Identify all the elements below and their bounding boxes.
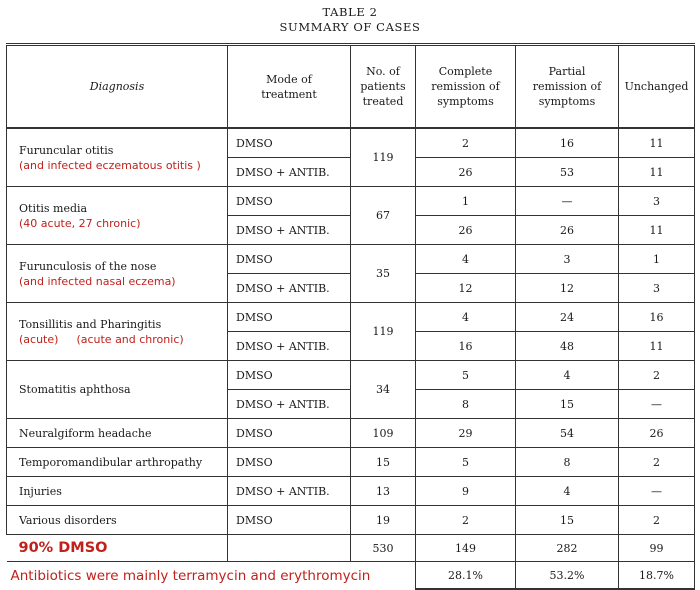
unchanged-cell: 16 bbox=[619, 303, 695, 332]
table-row bbox=[7, 506, 695, 535]
total-partial: 282 bbox=[516, 535, 619, 562]
annotation-note: (and infected eczematous otitis ) bbox=[19, 158, 201, 172]
mode-cell: DMSO + ANTIB. bbox=[228, 477, 351, 506]
percentages-row bbox=[7, 562, 695, 590]
total-patients: 530 bbox=[351, 535, 416, 562]
total-unchanged: 99 bbox=[619, 535, 695, 562]
complete-cell: 16 bbox=[416, 332, 516, 361]
table-row bbox=[7, 361, 695, 390]
table-row bbox=[7, 477, 695, 506]
unchanged-cell: 1 bbox=[619, 245, 695, 274]
partial-cell: 53 bbox=[516, 158, 619, 187]
unchanged-cell: 26 bbox=[619, 419, 695, 448]
complete-cell: 2 bbox=[416, 506, 516, 535]
header-patients: No. of patients treated bbox=[351, 45, 416, 129]
partial-cell: 8 bbox=[516, 448, 619, 477]
pct-unchanged: 18.7% bbox=[619, 562, 695, 590]
totals-label-cell bbox=[7, 535, 228, 562]
mode-cell: DMSO bbox=[228, 448, 351, 477]
table-row bbox=[7, 245, 695, 274]
diagnosis-cell: Temporomandibular arthropathy bbox=[7, 448, 228, 477]
annotation-note: (acute) (acute and chronic) bbox=[19, 332, 184, 346]
partial-cell: 48 bbox=[516, 332, 619, 361]
header-complete: Complete remission of symptoms bbox=[416, 45, 516, 129]
complete-cell: 4 bbox=[416, 245, 516, 274]
complete-cell: 1 bbox=[416, 187, 516, 216]
header-mode: Mode of treatment bbox=[228, 45, 351, 129]
mode-cell: DMSO + ANTIB. bbox=[228, 390, 351, 419]
mode-cell: DMSO bbox=[228, 419, 351, 448]
diagnosis-cell: Neuralgiform headache bbox=[7, 419, 228, 448]
complete-cell: 5 bbox=[416, 361, 516, 390]
unchanged-cell: 2 bbox=[619, 506, 695, 535]
pct-complete: 28.1% bbox=[416, 562, 516, 590]
header-row bbox=[7, 45, 695, 129]
patients-cell: 15 bbox=[351, 448, 416, 477]
patients-cell: 13 bbox=[351, 477, 416, 506]
mode-cell: DMSO + ANTIB. bbox=[228, 274, 351, 303]
complete-cell: 29 bbox=[416, 419, 516, 448]
diagnosis-cell: Various disorders bbox=[7, 506, 228, 535]
partial-cell: 24 bbox=[516, 303, 619, 332]
antibiotics-annotation: Antibiotics were mainly terramycin and erythromycin bbox=[10, 567, 371, 584]
partial-cell: 4 bbox=[516, 361, 619, 390]
unchanged-cell: 3 bbox=[619, 187, 695, 216]
unchanged-cell: 2 bbox=[619, 361, 695, 390]
mode-cell: DMSO bbox=[228, 245, 351, 274]
patients-cell: 35 bbox=[351, 245, 416, 303]
diagnosis-cell: Injuries bbox=[7, 477, 228, 506]
summary-table bbox=[6, 43, 695, 590]
unchanged-cell: 3 bbox=[619, 274, 695, 303]
partial-cell: — bbox=[516, 187, 619, 216]
partial-cell: 15 bbox=[516, 390, 619, 419]
header-diagnosis: Diagnosis bbox=[7, 45, 228, 129]
unchanged-cell: 11 bbox=[619, 332, 695, 361]
diagnosis-cell: Furunculosis of the nose (and infected nasal eczema) bbox=[7, 245, 228, 303]
unchanged-cell: 11 bbox=[619, 216, 695, 245]
unchanged-cell: — bbox=[619, 477, 695, 506]
partial-cell: 26 bbox=[516, 216, 619, 245]
complete-cell: 2 bbox=[416, 128, 516, 158]
diagnosis-cell: Stomatitis aphthosa bbox=[7, 361, 228, 419]
totals-mode-cell bbox=[228, 535, 351, 562]
table-row bbox=[7, 448, 695, 477]
patients-cell: 119 bbox=[351, 303, 416, 361]
annotation-note: (and infected nasal eczema) bbox=[19, 274, 176, 288]
partial-cell: 12 bbox=[516, 274, 619, 303]
mode-cell: DMSO + ANTIB. bbox=[228, 332, 351, 361]
partial-cell: 16 bbox=[516, 128, 619, 158]
unchanged-cell: 11 bbox=[619, 128, 695, 158]
patients-cell: 19 bbox=[351, 506, 416, 535]
complete-cell: 26 bbox=[416, 216, 516, 245]
table-row bbox=[7, 303, 695, 332]
unchanged-cell: 11 bbox=[619, 158, 695, 187]
table-subtitle: SUMMARY OF CASES bbox=[279, 20, 421, 34]
table-row bbox=[7, 128, 695, 158]
table-row bbox=[7, 187, 695, 216]
table-row bbox=[7, 419, 695, 448]
partial-cell: 54 bbox=[516, 419, 619, 448]
mode-cell: DMSO bbox=[228, 187, 351, 216]
partial-cell: 4 bbox=[516, 477, 619, 506]
diagnosis-cell: Otitis media (40 acute, 27 chronic) bbox=[7, 187, 228, 245]
mode-cell: DMSO + ANTIB. bbox=[228, 158, 351, 187]
header-unchanged: Unchanged bbox=[619, 45, 695, 129]
table-title: TABLE 2 bbox=[322, 5, 378, 19]
partial-cell: 3 bbox=[516, 245, 619, 274]
complete-cell: 26 bbox=[416, 158, 516, 187]
totals-row bbox=[7, 535, 695, 562]
patients-cell: 109 bbox=[351, 419, 416, 448]
patients-cell: 67 bbox=[351, 187, 416, 245]
partial-cell: 15 bbox=[516, 506, 619, 535]
dmso-annotation: 90% DMSO bbox=[18, 540, 108, 556]
mode-cell: DMSO bbox=[228, 361, 351, 390]
mode-cell: DMSO bbox=[228, 303, 351, 332]
antibiotics-annotation-cell bbox=[7, 562, 416, 590]
diagnosis-cell: Tonsillitis and Pharingitis (acute) (acute and chronic) bbox=[7, 303, 228, 361]
mode-cell: DMSO bbox=[228, 128, 351, 158]
annotation-note: (40 acute, 27 chronic) bbox=[19, 216, 141, 230]
mode-cell: DMSO + ANTIB. bbox=[228, 216, 351, 245]
unchanged-cell: 2 bbox=[619, 448, 695, 477]
complete-cell: 8 bbox=[416, 390, 516, 419]
patients-cell: 34 bbox=[351, 361, 416, 419]
complete-cell: 9 bbox=[416, 477, 516, 506]
complete-cell: 5 bbox=[416, 448, 516, 477]
complete-cell: 12 bbox=[416, 274, 516, 303]
unchanged-cell: — bbox=[619, 390, 695, 419]
header-partial: Partial remission of symptoms bbox=[516, 45, 619, 129]
pct-partial: 53.2% bbox=[516, 562, 619, 590]
mode-cell: DMSO bbox=[228, 506, 351, 535]
patients-cell: 119 bbox=[351, 128, 416, 187]
total-complete: 149 bbox=[416, 535, 516, 562]
diagnosis-cell: Furuncular otitis (and infected eczematous otitis ) bbox=[7, 128, 228, 187]
complete-cell: 4 bbox=[416, 303, 516, 332]
